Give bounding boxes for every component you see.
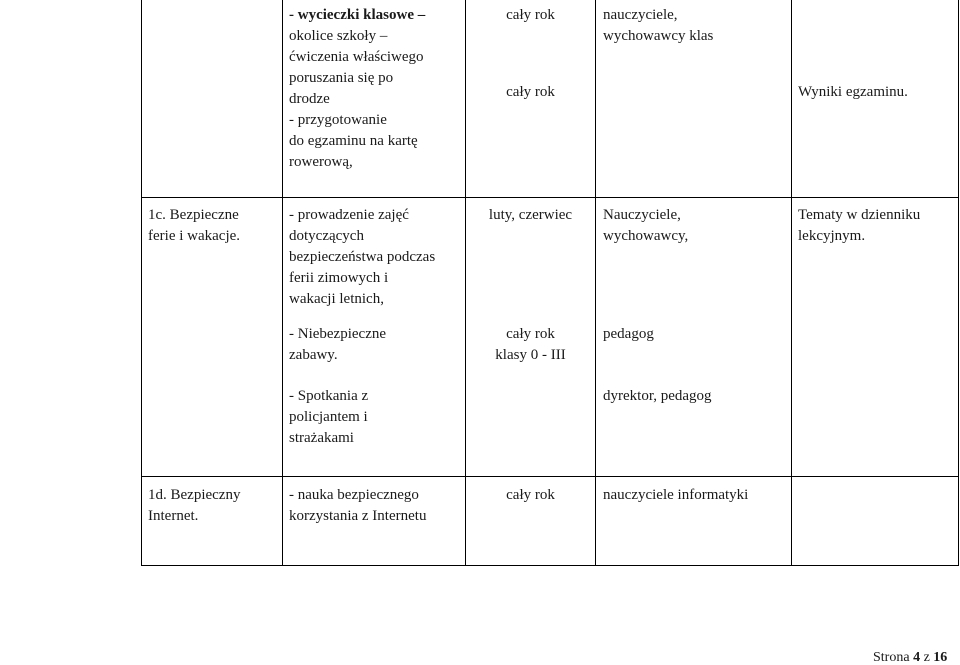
activity-cell xyxy=(289,324,386,366)
text-line: wychowawcy klas xyxy=(603,28,714,44)
text-line: do egzaminu na kartę xyxy=(289,133,418,149)
text-line: - wycieczki klasowe – xyxy=(289,7,426,23)
page-label: Strona xyxy=(873,650,910,665)
text-line: poruszania się po xyxy=(289,70,394,86)
text-line: lekcyjnym. xyxy=(798,228,866,244)
activity-cell xyxy=(289,205,435,310)
table-border-right xyxy=(958,0,959,566)
text-line: - przygotowanie xyxy=(289,112,387,128)
text-line: wakacji letnich, xyxy=(289,291,384,307)
task-cell xyxy=(148,485,240,527)
text-line: Internet. xyxy=(148,508,199,524)
current-page: 4 xyxy=(913,650,921,665)
term-text: luty, czerwiec xyxy=(488,207,573,223)
text-line: bezpieczeństwa podczas xyxy=(289,249,436,265)
term-text: cały rok xyxy=(506,326,555,342)
text-line: strażakami xyxy=(289,430,354,446)
text-line: - Niebezpieczne xyxy=(289,326,387,342)
text-line: wychowawcy, xyxy=(603,228,689,244)
text-line: ferie i wakacje. xyxy=(148,228,241,244)
evaluation-cell xyxy=(798,205,920,247)
text-line: 1c. Bezpieczne xyxy=(148,207,239,223)
text-line: okolice szkoły – xyxy=(289,28,388,44)
term-cell xyxy=(465,324,596,366)
evaluation-cell xyxy=(798,82,908,103)
text-line: nauczyciele, xyxy=(603,7,678,23)
text-line: dyrektor, pedagog xyxy=(603,388,712,404)
activity-cell xyxy=(289,386,368,449)
text-line: - nauka bezpiecznego xyxy=(289,487,419,503)
total-pages: 16 xyxy=(933,650,948,665)
text-line: 1d. Bezpieczny xyxy=(148,487,241,503)
text-line: ćwiczenia właściwego xyxy=(289,49,424,65)
activity-cell xyxy=(289,485,426,527)
row-divider xyxy=(141,197,959,198)
task-cell xyxy=(148,205,240,247)
page-separator: z xyxy=(923,650,930,665)
text-line: ferii zimowych i xyxy=(289,270,389,286)
text-line: - prowadzenie zajęć xyxy=(289,207,409,223)
responsible-cell xyxy=(603,5,713,47)
responsible-cell xyxy=(603,386,712,407)
term-text: klasy 0 - III xyxy=(495,347,566,363)
text-line: - Spotkania z xyxy=(289,388,369,404)
text-line: rowerową, xyxy=(289,154,353,170)
responsible-cell xyxy=(603,324,654,345)
text-line: Tematy w dzienniku xyxy=(798,207,921,223)
column-divider xyxy=(282,0,283,566)
text-line: korzystania z Internetu xyxy=(289,508,427,524)
term-text: cały rok xyxy=(506,7,555,23)
table-border-bottom xyxy=(141,565,959,566)
responsible-cell xyxy=(603,485,748,506)
text-line: Nauczyciele, xyxy=(603,207,681,223)
text-line: nauczyciele informatyki xyxy=(603,487,749,503)
text-line: zabawy. xyxy=(289,347,338,363)
activity-cell xyxy=(289,5,425,173)
term-cell xyxy=(465,485,596,506)
page-number xyxy=(873,651,947,665)
text-line: drodze xyxy=(289,91,330,107)
term-cell xyxy=(465,5,596,26)
term-cell xyxy=(465,205,596,226)
text-line: policjantem i xyxy=(289,409,368,425)
term-cell xyxy=(465,82,596,103)
table-border-left xyxy=(141,0,142,566)
text-line: pedagog xyxy=(603,326,654,342)
term-text: cały rok xyxy=(506,84,555,100)
column-divider xyxy=(791,0,792,566)
responsible-cell xyxy=(603,205,688,247)
text-line: Wyniki egzaminu. xyxy=(798,84,908,100)
text-line: dotyczących xyxy=(289,228,364,244)
term-text: cały rok xyxy=(506,487,555,503)
row-divider xyxy=(141,476,959,477)
